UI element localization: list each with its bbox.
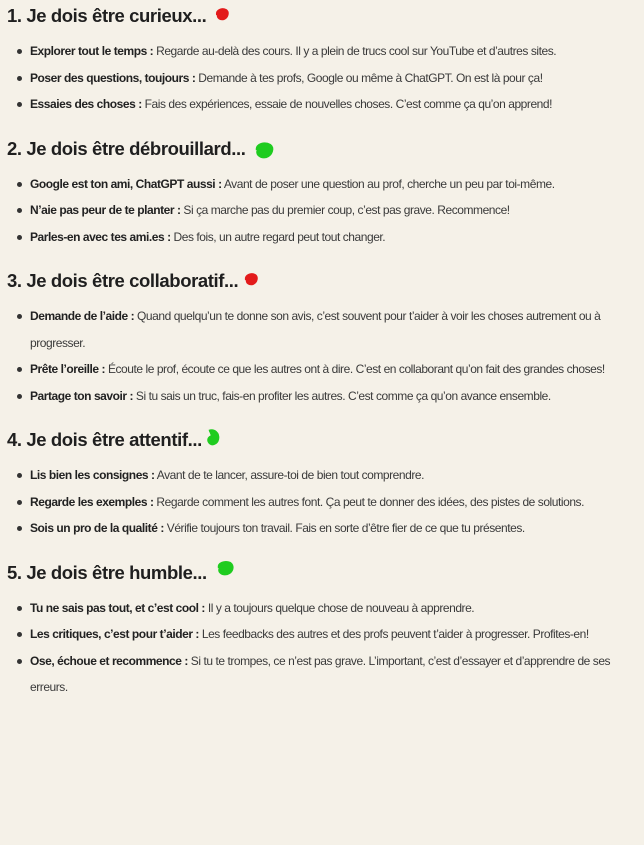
list-item: Tu ne sais pas tout, et c’est cool : Il y a toujours quelque chose de nouveau à apprendre.	[16, 595, 630, 622]
list-item: Essaies des choses : Fais des expériences, essaie de nouvelles choses. C’est comme ça qu’on apprend!	[16, 91, 630, 118]
section-title: 3. Je dois être collaboratif...	[7, 270, 239, 291]
list-item: Parles-en avec tes ami.es : Des fois, un autre regard peut tout changer.	[16, 224, 630, 251]
green-scribble-icon	[205, 428, 221, 448]
green-scribble-icon	[253, 140, 275, 160]
red-scribble-icon	[243, 271, 259, 287]
list-item: Partage ton savoir : Si tu sais un truc, fais-en profiter les autres. C’est comme ça qu’on avance ensemble.	[16, 383, 630, 410]
list-item: Regarde les exemples : Regarde comment les autres font. Ça peut te donner des idées, des pistes de solutions.	[16, 489, 630, 516]
section-heading	[0, 562, 644, 584]
section-heading	[0, 429, 644, 451]
section-humble	[0, 542, 644, 701]
green-scribble-icon	[215, 559, 235, 578]
list-item: Lis bien les consignes : Avant de te lancer, assure-toi de bien tout comprendre.	[16, 462, 630, 489]
section-attentif	[0, 409, 644, 542]
list-item: Ose, échoue et recommence : Si tu te trompes, ce n’est pas grave. L’important, c’est d’essayer et d’apprendre de ses erreurs.	[16, 648, 630, 701]
section-debrouillard	[0, 118, 644, 251]
section-collaboratif	[0, 250, 644, 409]
section-heading	[0, 138, 644, 160]
list-item: Prête l’oreille : Écoute le prof, écoute ce que les autres ont à dire. C’est en collaborant qu’on fait des grandes choses!	[16, 356, 630, 383]
list-item: Sois un pro de la qualité : Vérifie toujours ton travail. Fais en sorte d’être fier de ce que tu présentes.	[16, 515, 630, 542]
section-heading	[0, 5, 644, 27]
list-item: Demande de l’aide : Quand quelqu’un te donne son avis, c’est souvent pour t’aider à voir les choses autrement ou à progresser.	[16, 303, 630, 356]
item-list	[0, 462, 644, 542]
section-title: 5. Je dois être humble...	[7, 561, 207, 583]
section-heading	[0, 270, 644, 292]
list-item: N’aie pas peur de te planter : Si ça marche pas du premier coup, c’est pas grave. Recommence!	[16, 197, 630, 224]
item-list	[0, 38, 644, 118]
list-item: Les critiques, c’est pour t’aider : Les feedbacks des autres et des profs peuvent t’aider à progresser. Profites-en!	[16, 621, 630, 648]
item-list	[0, 303, 644, 409]
section-title: 2. Je dois être débrouillard...	[7, 137, 246, 159]
item-list	[0, 595, 644, 701]
item-list	[0, 171, 644, 251]
list-item: Explorer tout le temps : Regarde au-delà des cours. Il y a plein de trucs cool sur YouTube et d’autres sites.	[16, 38, 630, 65]
list-item: Poser des questions, toujours : Demande à tes profs, Google ou même à ChatGPT. On est là pour ça!	[16, 65, 630, 92]
section-curieux	[0, 0, 644, 118]
section-title: 4. Je dois être attentif...	[7, 429, 202, 450]
red-scribble-icon	[214, 6, 230, 22]
section-title: 1. Je dois être curieux...	[7, 5, 207, 26]
list-item: Google est ton ami, ChatGPT aussi : Avant de poser une question au prof, cherche un peu par toi-même.	[16, 171, 630, 198]
